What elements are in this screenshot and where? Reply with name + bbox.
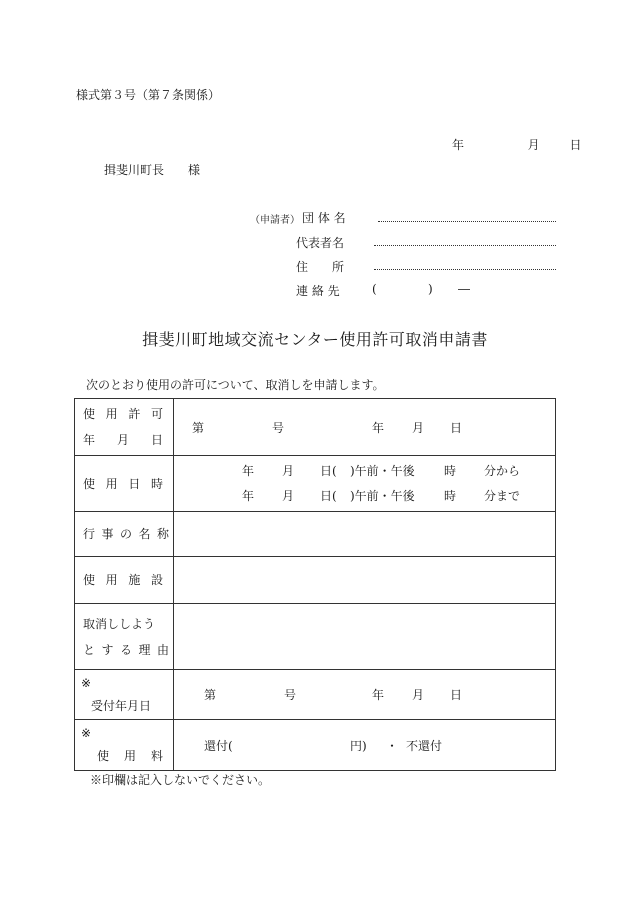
permit-date-label: 使 用 許 可 年 月 日: [75, 399, 174, 456]
permit-no-suffix: 号: [272, 421, 285, 435]
rep-name-label: 代表者名: [296, 236, 345, 250]
received-label-text: 受付年月日: [91, 699, 152, 713]
address-label: 住 所: [296, 260, 345, 274]
reason-field[interactable]: [174, 604, 556, 670]
submission-date: [452, 136, 582, 153]
fee-field[interactable]: [174, 720, 556, 771]
date-day-label: 日: [569, 138, 582, 152]
contact-open-paren: (: [372, 282, 377, 296]
addressee: 揖斐川町長 様: [104, 163, 201, 177]
usage-datetime-field[interactable]: 年 月 日( )午前・午後 時 分から 年 月 日( )午前・午後 時 分まで: [174, 456, 556, 512]
date-month-label: 月: [527, 138, 540, 152]
permit-month: 月: [412, 421, 425, 435]
form-number: 様式第３号（第７条関係）: [76, 88, 221, 102]
document-title: 揖斐川町地域交流センター使用許可取消申請書: [142, 330, 488, 349]
received-mark: ※: [81, 676, 92, 690]
row-permit-date: [75, 399, 556, 456]
footnote: ※印欄は記入しないでください。: [90, 773, 271, 787]
fee-no-refund: 不還付: [406, 739, 443, 753]
permit-year: 年: [372, 421, 385, 435]
contact-label: 連 絡 先: [296, 284, 340, 298]
rep-name-field[interactable]: [374, 245, 556, 246]
permit-date-field[interactable]: [174, 399, 556, 456]
contact-dash: ―: [458, 282, 470, 296]
fee-separator: ・: [386, 739, 399, 753]
row-usage-datetime: [75, 456, 556, 512]
row-facility: [75, 557, 556, 604]
facility-label: 使 用 施 設: [75, 557, 174, 604]
usage-datetime-label: 使 用 日 時: [75, 456, 174, 512]
permit-no-prefix: 第: [192, 421, 205, 435]
org-name-field[interactable]: [378, 221, 556, 222]
permit-day: 日: [450, 421, 463, 435]
intro-text: 次のとおり使用の許可について、取消しを申請します。: [86, 378, 385, 392]
event-name-field[interactable]: [174, 512, 556, 557]
reason-label: 取消ししよう と す る 理 由: [75, 604, 174, 670]
received-date-field[interactable]: 第 号 年 月 日: [174, 670, 556, 720]
address-field[interactable]: [374, 269, 556, 270]
applicant-prefix: （申請者）: [250, 215, 300, 226]
row-fee: [75, 720, 556, 771]
row-reason: [75, 604, 556, 670]
fee-yen: 円): [350, 739, 367, 753]
event-name-label: 行 事 の 名 称: [75, 512, 174, 557]
row-received-date: [75, 670, 556, 720]
application-table: [74, 398, 556, 771]
row-event-name: [75, 512, 556, 557]
fee-mark: ※: [81, 726, 92, 740]
org-name-label: 団 体 名: [302, 211, 346, 225]
fee-label: ※ 使 用 料: [75, 720, 174, 771]
fee-refund-open: 還付(: [204, 739, 233, 753]
date-year-label: 年: [452, 138, 465, 152]
contact-close-paren: ): [428, 282, 433, 296]
received-date-label: [75, 670, 174, 720]
facility-field[interactable]: [174, 557, 556, 604]
